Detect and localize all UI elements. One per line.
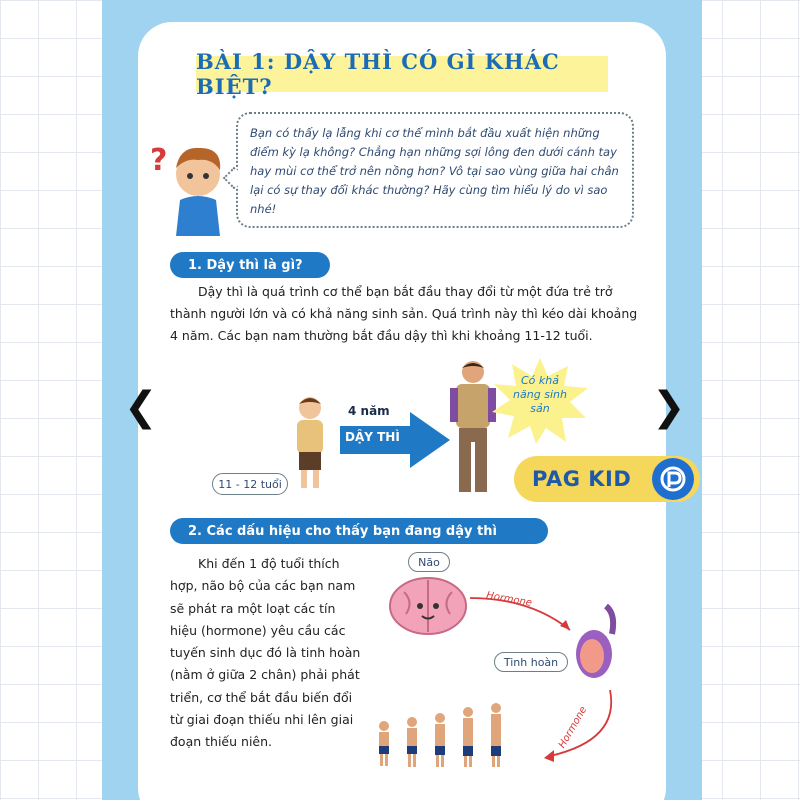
hormone-label-2: Hormone	[556, 704, 590, 751]
growth-stages-illustration	[374, 700, 524, 768]
section-heading-2: 2. Các dấu hiệu cho thấy bạn đang dậy thì	[170, 518, 548, 544]
next-page-arrow-icon[interactable]: ❯	[652, 384, 686, 430]
thinking-boy-illustration	[148, 140, 232, 236]
duration-label: 4 năm	[348, 404, 390, 418]
brand-logo-icon	[652, 458, 694, 500]
hormone-label-1: Hormone	[485, 590, 533, 609]
puberty-arrow-label: DẬY THÌ	[345, 430, 400, 444]
age-label: 11 - 12 tuổi	[212, 473, 288, 495]
brain-icon	[386, 572, 470, 638]
section-heading-1: 1. Dậy thì là gì?	[170, 252, 330, 278]
previous-page-arrow-icon[interactable]: ❮	[124, 384, 158, 430]
intro-speech-bubble: Bạn có thấy lạ lẫng khi cơ thể mình bắt đầu xuất hiện những điểm kỳ lạ không? Chẳng hạn những sợi lông đen dưới cánh tay hay mùi cơ thể trở nên nồng hơn? Vô tại sao vùng giữa hai chân lại có sự thay đổi khác thường? Hãy cùng tìm hiểu lý do vì sao nhé!	[236, 112, 634, 228]
reproduction-note: Có khả năng sinh sản	[513, 374, 567, 415]
svg-text:?: ?	[150, 143, 168, 178]
section-2-text: Khi đến 1 độ tuổi thích hợp, não bộ của các bạn nam sẽ phát ra một loạt các tín hiệu (hormone) yêu cầu các tuyến sinh dục đó là tinh hoàn (nằm ở giữa 2 chân) phải phát triển, cơ thể bắt đầu biến đổi từ giai đoạn thiếu nhi lên giai đoạn thiếu niên.	[170, 556, 361, 750]
testis-label: Tinh hoàn	[494, 652, 568, 672]
child-boy-illustration	[290, 392, 330, 492]
brain-label: Não	[408, 552, 450, 572]
brand-name: PAG KID	[532, 467, 632, 491]
lesson-title: BÀI 1: DẬY THÌ CÓ GÌ KHÁC BIỆT?	[196, 56, 608, 92]
testis-icon	[572, 604, 618, 684]
section-1-text: Dậy thì là quá trình cơ thể bạn bắt đầu thay đổi từ một đứa trẻ trở thành người lớn và có khả năng sinh sản. Quá trình này thì kéo dài khoảng 4 năm. Các bạn nam thường bắt đầu dậy thì khi khoảng 11-12 tuổi.	[170, 284, 638, 343]
